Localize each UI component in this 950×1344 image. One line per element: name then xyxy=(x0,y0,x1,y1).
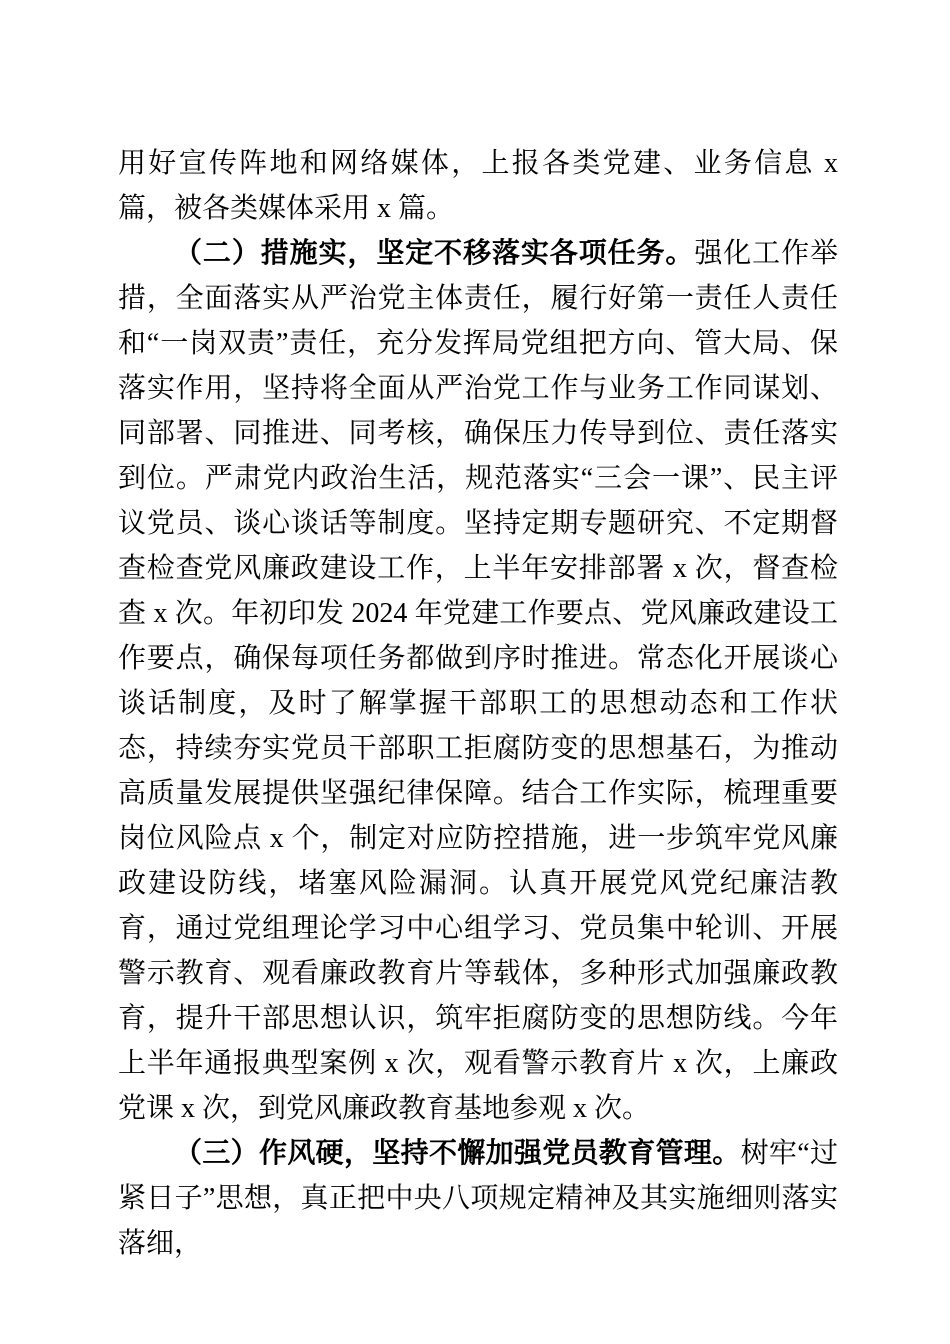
text-run: 树牢“过紧日子”思想，真正把中央八项规定精神及其实施细则落实落细， xyxy=(118,1138,838,1259)
paragraph xyxy=(118,1131,838,1266)
document-body xyxy=(118,141,838,1266)
section-heading-run: （二）措施实，坚定不移落实各项任务。 xyxy=(174,238,695,269)
paragraph xyxy=(118,231,838,1131)
section-heading-run: （三）作风硬，坚持不懈加强党员教育管理。 xyxy=(174,1138,741,1169)
text-run: 用好宣传阵地和网络媒体，上报各类党建、业务信息 x 篇，被各类媒体采用 x 篇。 xyxy=(118,148,838,224)
paragraph xyxy=(118,141,838,231)
text-run: 强化工作举措，全面落实从严治党主体责任，履行好第一责任人责任和“一岗双责”责任，充分发挥局党组把方向、管大局、保落实作用，坚持将全面从严治党工作与业务工作同谋划、同部署、同推进、同考核，确保压力传导到位、责任落实到位。严肃党内政治生活，规范落实“三会一课”、民主评议党员、谈心谈话等制度。坚持定期专题研究、不定期督查检查党风廉政建设工作，上半年安排部署 x 次，督查检查 x 次。年初印发 2024 年党建工作要点、党风廉政建设工作要点，确保每项任务都做到序时推进。常态化开展谈心谈话制度，及时了解掌握干部职工的思想动态和工作状态，持续夯实党员干部职工拒腐防变的思想基石，为推动高质量发展提供坚强纪律保障。结合工作实际，梳理重要岗位风险点 x 个，制定对应防控措施，进一步筑牢党风廉政建设防线，堵塞风险漏洞。认真开展党风党纪廉洁教育，通过党组理论学习中心组学习、党员集中轮训、开展警示教育、观看廉政教育片等载体，多种形式加强廉政教育，提升干部思想认识，筑牢拒腐防变的思想防线。今年上半年通报典型案例 x 次，观看警示教育片 x 次，上廉政党课 x 次，到党风廉政教育基地参观 x 次。 xyxy=(118,238,838,1124)
